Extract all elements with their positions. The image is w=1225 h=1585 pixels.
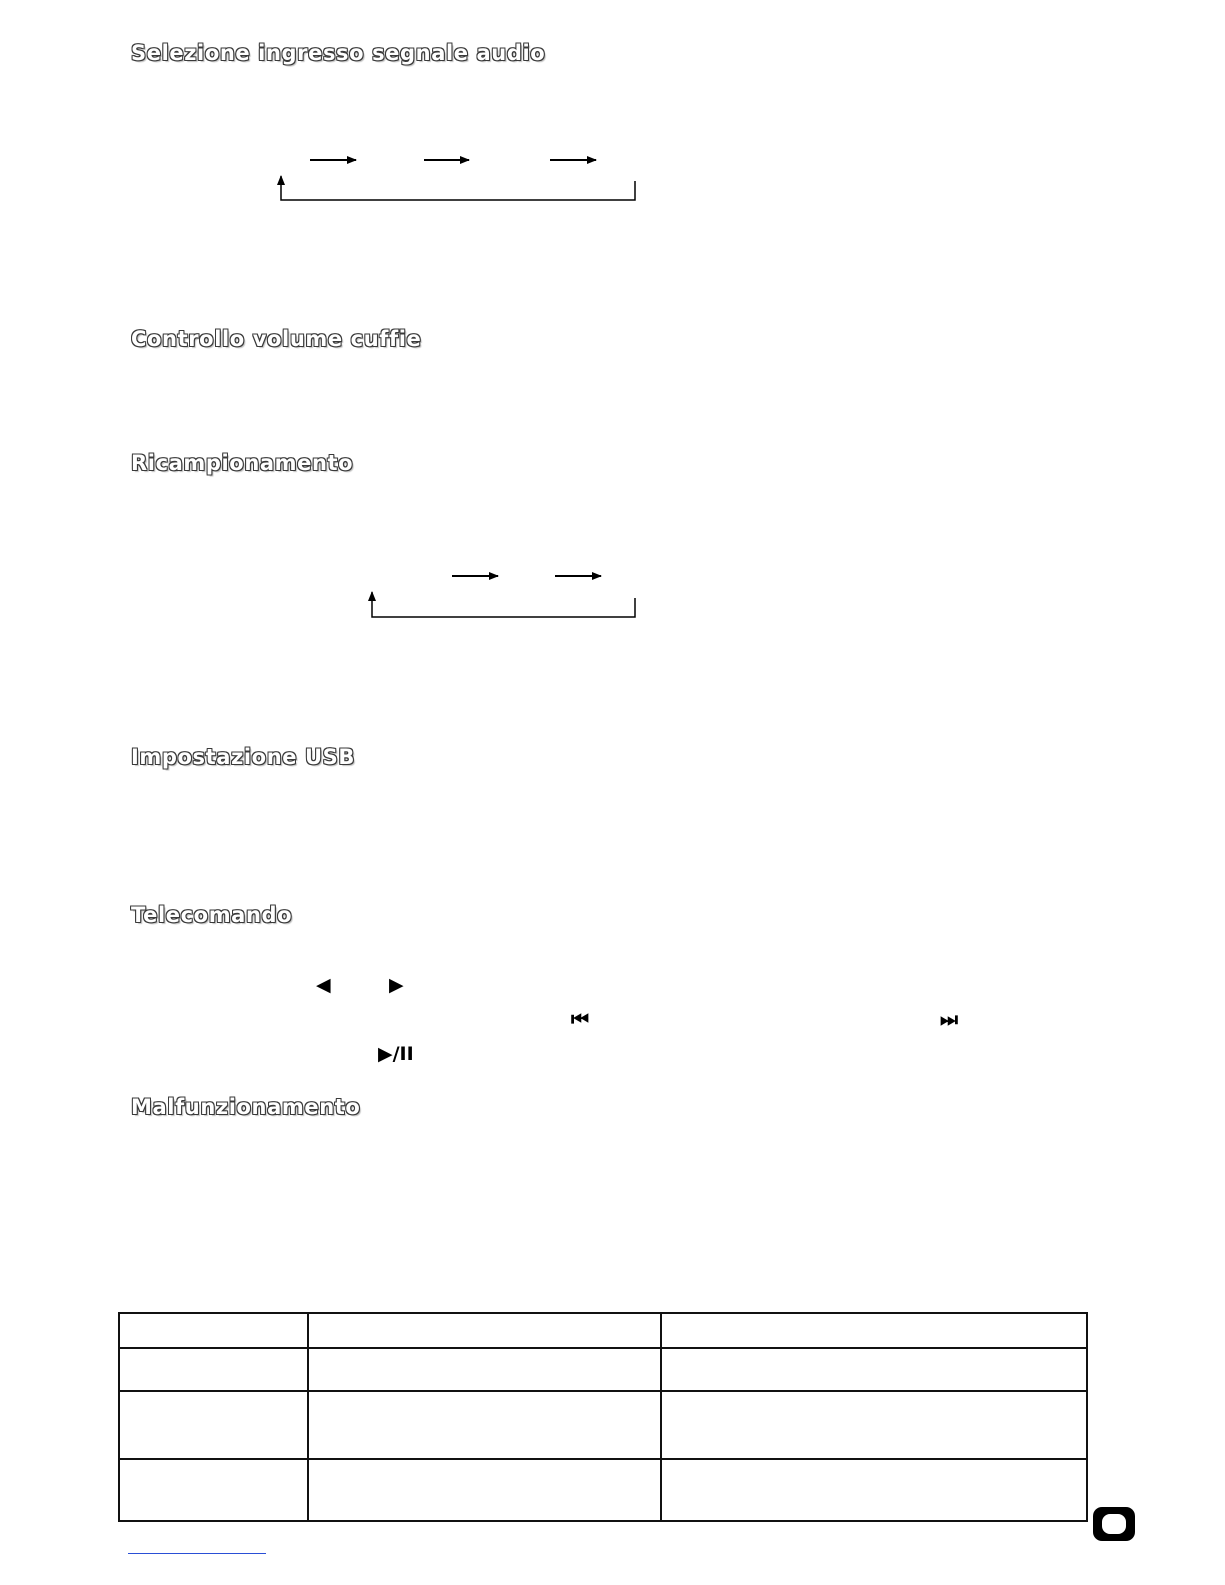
table-cell xyxy=(308,1313,661,1348)
table-row xyxy=(119,1348,1087,1391)
table-cell xyxy=(119,1348,308,1391)
loop-back-arrow-icon xyxy=(372,592,635,617)
table-cell xyxy=(308,1348,661,1391)
table-cell xyxy=(119,1313,308,1348)
footer-link-underline[interactable] xyxy=(128,1553,266,1554)
section-heading-input-selection: Selezione ingresso segnale audio xyxy=(131,41,546,65)
table-cell xyxy=(661,1313,1087,1348)
table-cell xyxy=(661,1348,1087,1391)
table-row xyxy=(119,1391,1087,1459)
table-row xyxy=(119,1459,1087,1521)
table-cell xyxy=(308,1391,661,1459)
section-heading-malfunction: Malfunzionamento xyxy=(131,1095,361,1119)
language-badge-icon xyxy=(1093,1507,1135,1541)
section-heading-headphone-volume: Controllo volume cuffie xyxy=(131,327,422,351)
section-heading-remote-control: Telecomando xyxy=(131,903,293,927)
table-cell xyxy=(661,1391,1087,1459)
next-track-icon: ⏭ xyxy=(940,1007,958,1031)
right-arrow-icon: ▶ xyxy=(389,974,404,996)
section-heading-resampling: Ricampionamento xyxy=(131,451,354,475)
table-cell xyxy=(308,1459,661,1521)
table-cell xyxy=(661,1459,1087,1521)
left-arrow-icon: ◀ xyxy=(316,974,331,996)
previous-track-icon: ⏮ xyxy=(571,1007,589,1031)
table-cell xyxy=(119,1459,308,1521)
section-heading-usb-setup: Impostazione USB xyxy=(131,745,355,769)
resampling-flow-diagram xyxy=(0,0,1225,700)
play-pause-icon: ▶/II xyxy=(378,1043,414,1065)
malfunction-table xyxy=(118,1312,1088,1522)
table-header-row xyxy=(119,1313,1087,1348)
table-cell xyxy=(119,1391,308,1459)
